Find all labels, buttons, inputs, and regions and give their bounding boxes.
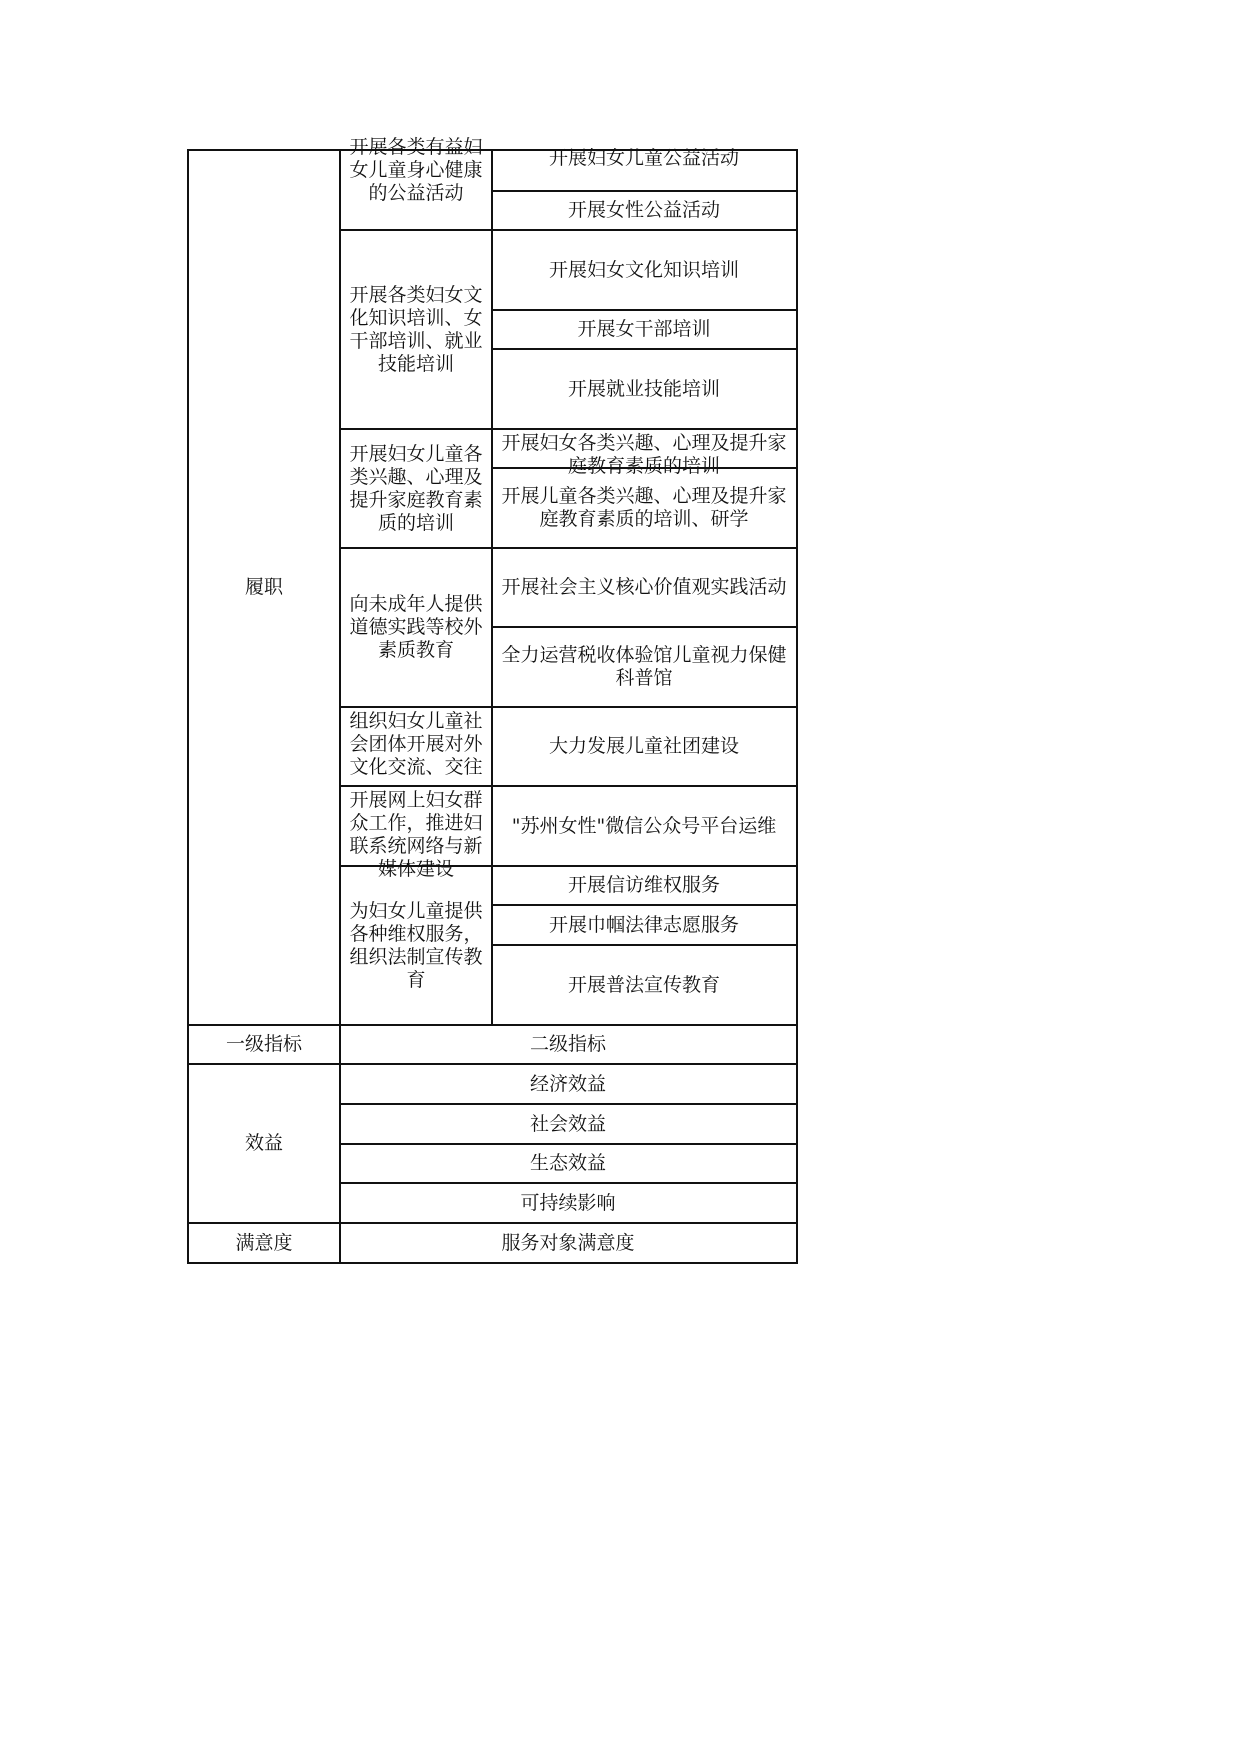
level3-item: "苏州女性"微信公众号平台运维 <box>511 814 777 837</box>
level3-item: 开展女性公益活动 <box>567 199 720 221</box>
benefit-item: 可持续影响 <box>520 1191 616 1214</box>
level2-cultural-exchange: 组织妇女儿童社会团体开展对外文化交流、交往 <box>349 710 483 778</box>
header-level1: 一级指标 <box>225 1033 302 1055</box>
level3-item: 开展妇女文化知识培训 <box>548 258 739 281</box>
benefit-item: 社会效益 <box>529 1112 606 1135</box>
header-level2: 二级指标 <box>529 1033 606 1055</box>
level2-online-work: 开展网上妇女群众工作，推进妇联系统网络与新媒体建设 <box>349 789 483 880</box>
level3-item: 大力发展儿童社团建设 <box>548 735 739 757</box>
table-right-border <box>796 149 798 1264</box>
level3-item: 开展普法宣传教育 <box>567 973 720 996</box>
level2-moral-education: 向未成年人提供道德实践等校外素质教育 <box>349 593 483 661</box>
level3-item: 全力运营税收体验馆儿童视力保健科普馆 <box>501 644 787 689</box>
level2-public-welfare: 开展各类有益妇女儿童身心健康的公益活动 <box>349 136 483 204</box>
benefit-item: 生态效益 <box>529 1152 606 1174</box>
level1-satisfaction: 满意度 <box>235 1231 293 1254</box>
level3-item: 开展就业技能培训 <box>567 377 720 400</box>
level2-interest-training: 开展妇女儿童各类兴趣、心理及提升家庭教育素质的培训 <box>349 442 483 534</box>
level2-training: 开展各类妇女文化知识培训、女干部培训、就业技能培训 <box>349 283 483 375</box>
level2-rights-services: 为妇女儿童提供各种维权服务，组织法制宣传教育 <box>349 899 483 991</box>
level3-item: 开展巾帼法律志愿服务 <box>548 913 739 936</box>
level3-item: 开展信访维权服务 <box>567 874 720 896</box>
level3-item: 开展社会主义核心价值观实践活动 <box>501 576 787 598</box>
level3-item: 开展女干部培训 <box>577 318 711 340</box>
level3-item: 开展儿童各类兴趣、心理及提升家庭教育素质的培训、研学 <box>501 485 787 530</box>
level3-item: 开展妇女各类兴趣、心理及提升家庭教育素质的培训 <box>501 432 787 477</box>
level3-item: 开展妇女儿童公益活动 <box>548 147 739 169</box>
level1-performance: 履职 <box>244 576 283 598</box>
level1-benefit: 效益 <box>244 1132 283 1154</box>
benefit-item: 经济效益 <box>529 1072 606 1095</box>
table-bottom-border <box>188 1262 798 1264</box>
satisfaction-item: 服务对象满意度 <box>501 1231 635 1254</box>
